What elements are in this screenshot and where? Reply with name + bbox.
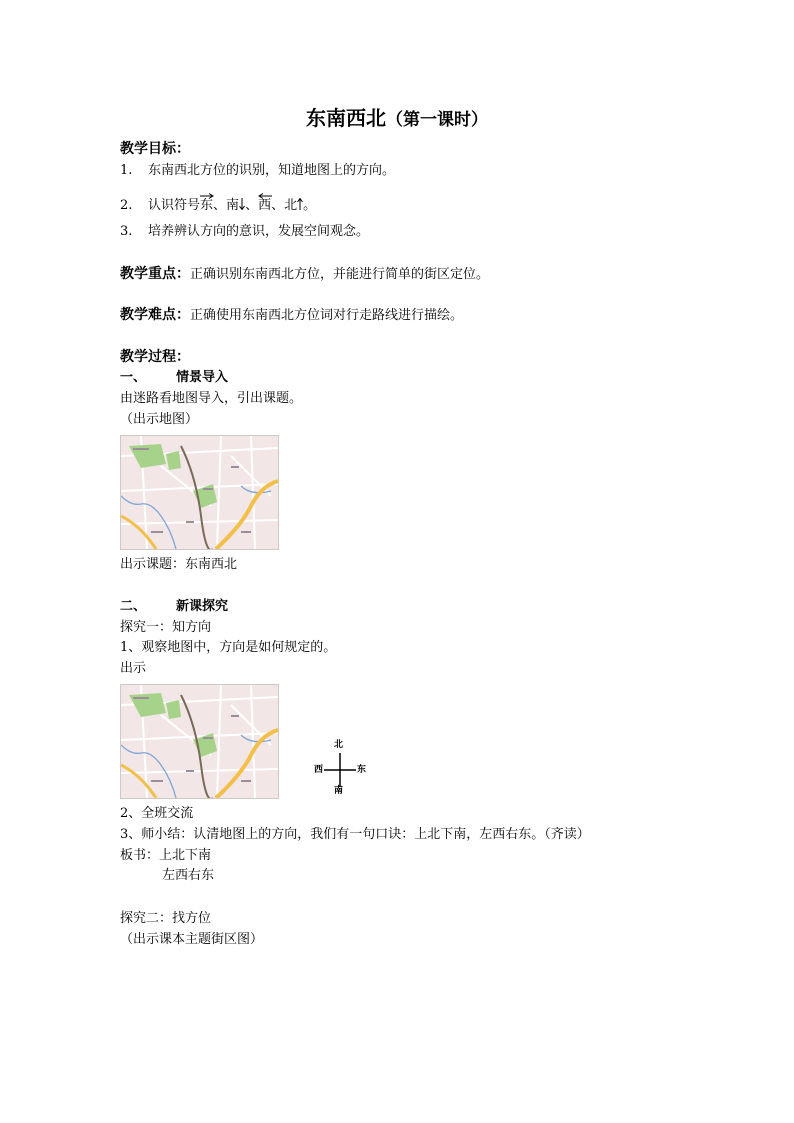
step-3: 3、师小结：认清地图上的方向，我们有一句口诀：上北下南，左西右东。（齐读） <box>120 827 590 842</box>
sep-2: 、 <box>245 198 259 213</box>
difficulty-text: 正确使用东南西北方位词对行走路线进行描绘。 <box>190 308 464 323</box>
compass-north: 北 <box>334 740 344 750</box>
street-map-image-2 <box>120 684 279 799</box>
goal-num-2: 2. <box>120 198 133 213</box>
goal-text-3: 培养辨认方向的意识，发展空间观念。 <box>148 224 370 239</box>
compass-east: 东 <box>357 765 367 775</box>
sep-1: 、 <box>213 198 227 213</box>
explore-1: 探究一：知方向 <box>120 620 212 635</box>
key-point <box>120 266 489 283</box>
down-arrow-icon <box>239 198 245 210</box>
street-map-image-1 <box>120 435 279 550</box>
goal-num-3: 3. <box>120 224 133 239</box>
title-sub: （第一课时） <box>386 110 488 130</box>
symbol-south <box>226 198 245 214</box>
goal-end-2: 。 <box>303 198 317 213</box>
difficulty <box>120 307 463 324</box>
process-line-2: （出示地图） <box>120 412 199 427</box>
symbol-west-label: 西 <box>258 198 272 213</box>
section-1-title: 情景导入 <box>176 370 229 385</box>
show-label: 出示 <box>120 661 147 676</box>
section-1-heading <box>120 370 228 386</box>
compass-south: 南 <box>334 786 344 796</box>
step-2: 2、全班交流 <box>120 806 194 821</box>
explore-2: 探究二：找方位 <box>120 911 212 926</box>
title-main: 东南西北 <box>306 106 386 130</box>
sep-3: 、 <box>271 198 285 213</box>
difficulty-label: 教学难点： <box>120 307 190 323</box>
board-line-2: 左西右东 <box>162 868 215 883</box>
step-1: 1、观察地图中，方向是如何规定的。 <box>120 640 337 655</box>
goal-item-1 <box>120 163 395 179</box>
goal-item-2 <box>120 198 316 214</box>
right-arrow-icon <box>200 193 214 199</box>
key-point-label: 教学重点： <box>120 266 190 282</box>
compass-diagram <box>312 740 368 796</box>
left-arrow-icon <box>258 193 272 199</box>
process-line-1: 由迷路看地图导入，引出课题。 <box>120 391 303 406</box>
goals-heading: 教学目标： <box>120 141 190 157</box>
goal-item-3 <box>120 224 369 240</box>
up-arrow-icon <box>297 198 303 210</box>
symbol-north-label: 北 <box>284 198 298 213</box>
section-2-title: 新课探究 <box>176 599 229 614</box>
page-title <box>0 106 794 132</box>
process-heading: 教学过程： <box>120 349 190 365</box>
goal-text-1: 东南西北方位的识别，知道地图上的方向。 <box>148 163 396 178</box>
map-graphic-2 <box>121 685 278 798</box>
process-line-3: 出示课题：东南西北 <box>120 557 238 572</box>
symbol-south-label: 南 <box>226 198 240 213</box>
key-point-text: 正确识别东南西北方位，并能进行简单的街区定位。 <box>190 267 490 282</box>
goal-num-1: 1. <box>120 163 133 178</box>
step-4: （出示课本主题街区图） <box>120 932 264 947</box>
section-2-num: 二、 <box>120 599 147 614</box>
symbol-west <box>258 198 271 214</box>
symbol-north <box>284 198 303 214</box>
section-1-num: 一、 <box>120 370 147 385</box>
section-2-heading <box>120 599 228 615</box>
board-line-1: 板书：上北下南 <box>120 848 212 863</box>
goal-prefix-2: 认识符号 <box>148 198 201 213</box>
map-graphic-1 <box>121 436 278 549</box>
compass-west: 西 <box>314 765 324 775</box>
symbol-east <box>200 198 213 214</box>
symbol-east-label: 东 <box>200 198 214 213</box>
